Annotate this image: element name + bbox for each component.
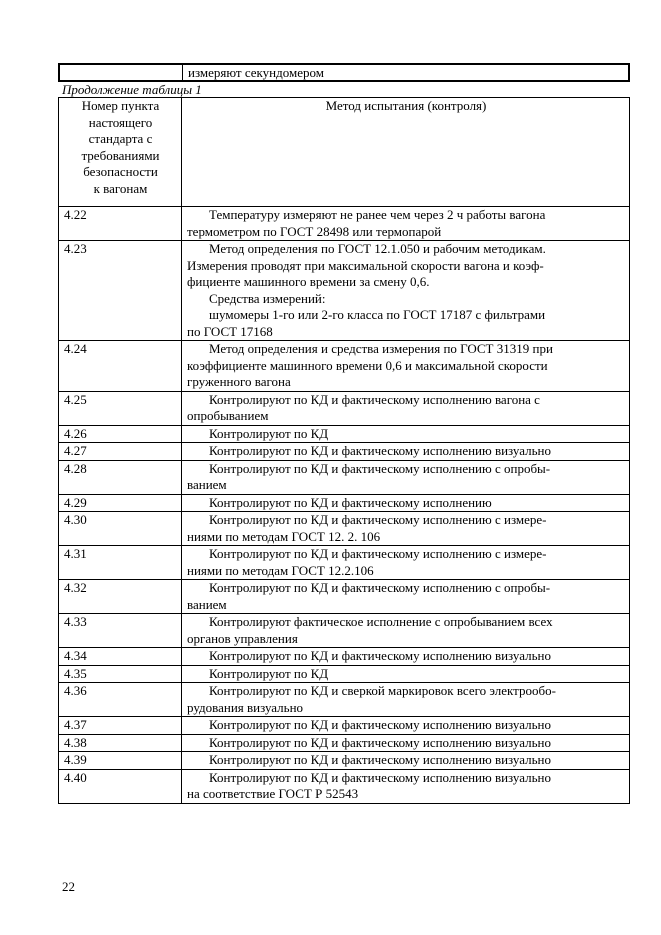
table-row [59,460,630,494]
page-number: 22 [62,879,75,894]
header-number-line: безопасности [83,164,158,179]
table-row [59,580,630,614]
method-line: Метод определения по ГОСТ 12.1.050 и рабочим методикам. [209,241,546,256]
header-number-line: требованиями [81,147,160,163]
row-number-cell: 4.28 [59,460,182,494]
row-method-cell [182,512,630,546]
table-row [59,683,630,717]
table-row [59,241,630,341]
method-line: Контролируют по КД и фактическому исполнению визуально [209,769,552,785]
method-line: опробыванием [187,408,269,423]
method-line: Контролируют по КД и фактическому исполнению с опробы- [209,580,551,595]
row-number-cell: 4.25 [59,391,182,425]
row-method-cell [182,443,630,461]
table-row [59,734,630,752]
row-method-cell [182,734,630,752]
method-line: Контролируют по КД и фактическому исполнению визуально [209,443,552,458]
table-row [59,207,630,241]
table-row [59,391,630,425]
method-line: по ГОСТ 17168 [187,323,273,339]
row-method-cell [182,580,630,614]
table-row [59,64,629,81]
method-line: ванием [187,477,227,492]
row-method-cell [182,241,630,341]
header-number-line: стандарта с [88,131,153,146]
method-line: Контролируют по КД и фактическому исполнению визуально [209,648,552,663]
row-number-cell: 4.35 [59,665,182,683]
row-method-cell [182,546,630,580]
method-line: Контролируют по КД и фактическому исполнению вагона с [209,391,540,407]
row-number-cell: 4.24 [59,341,182,392]
method-line: Контролируют по КД и фактическому исполнению визуально [209,717,552,732]
method-line: Контролируют по КД [209,665,329,681]
method-line: ванием [187,596,227,612]
row-method-cell [182,207,630,241]
row-number-cell: 4.26 [59,425,182,443]
row-method-cell [182,648,630,666]
method-line: Контролируют по КД и фактическому исполнению с измере- [209,512,547,527]
table-row [59,341,630,392]
row-method-cell [182,391,630,425]
table-row [59,494,630,512]
method-line: ниями по методам ГОСТ 12.2.106 [187,562,374,578]
method-line: Контролируют по КД и фактическому исполнению [209,494,492,510]
row-number-cell: 4.34 [59,648,182,666]
table-row [59,769,630,803]
row-number-cell: 4.36 [59,683,182,717]
method-line: органов управления [187,630,298,646]
header-number-column [59,98,182,207]
row-method-cell [182,683,630,717]
method-line: ниями по методам ГОСТ 12. 2. 106 [187,528,381,544]
method-line: Контролируют по КД [209,425,329,441]
row-method-cell [182,769,630,803]
table-row [59,717,630,735]
table-row [59,443,630,461]
method-line: Контролируют по КД и фактическому исполнению визуально [209,734,552,750]
row-method-cell [182,341,630,392]
row-number-cell: 4.38 [59,734,182,752]
method-line: Контролируют по КД и фактическому исполнению визуально [209,752,552,767]
method-line: Измерения проводят при максимальной скорости вагона и коэф- [187,257,544,273]
header-number-line: настоящего [88,114,153,130]
table-row [59,546,630,580]
table-row [59,512,630,546]
row-number-cell: 4.33 [59,614,182,648]
method-line: шумомеры 1-го или 2-го класса по ГОСТ 17187 с фильтрами [209,307,546,322]
row-method-cell [182,425,630,443]
method-line: термометром по ГОСТ 28498 или термопарой [187,223,442,239]
row-number-cell: 4.29 [59,494,182,512]
header-number-line: Номер пункта [81,98,160,113]
table-row [59,648,630,666]
table-header-row [59,98,630,207]
row-method-cell [182,614,630,648]
row-number-cell: 4.37 [59,717,182,735]
method-line: груженного вагона [187,374,291,389]
row-method-cell [182,717,630,735]
method-line: Контролируют по КД и сверкой маркировок всего электрообо- [209,683,556,698]
row-method-cell [182,460,630,494]
table-caption: Продолжение таблицы 1 [62,82,202,97]
header-method-column: Метод испытания (контроля) [182,98,630,207]
methods-table [58,97,630,804]
row-number-cell: 4.23 [59,241,182,341]
table-row [59,665,630,683]
header-number-line: к вагонам [93,180,148,196]
method-line: Температуру измеряют не ранее чем через 2 ч работы вагона [209,207,546,222]
row-method-cell [182,752,630,770]
method-line: Средства измерений: [209,290,326,306]
method-line: Контролируют по КД и фактическому исполнению с измере- [209,546,547,561]
row-method-cell [182,494,630,512]
row-number-cell: 4.30 [59,512,182,546]
row-number-cell: 4.40 [59,769,182,803]
row-number-cell: 4.39 [59,752,182,770]
continuation-top-table [58,63,630,82]
method-line: Контролируют фактическое исполнение с опробыванием всех [209,614,553,629]
row-number-cell: 4.32 [59,580,182,614]
method-line: на соответствие ГОСТ Р 52543 [187,786,359,801]
method-line: фициенте машинного времени за смену 0,6. [187,274,430,289]
method-line: рудования визуально [187,699,304,715]
row-number-cell: 4.22 [59,207,182,241]
row-method-cell [182,665,630,683]
table-row [59,425,630,443]
top-row-method-cell: измеряют секундомером [183,64,630,81]
top-row-number-cell [59,64,183,81]
table-row [59,752,630,770]
row-number-cell: 4.31 [59,546,182,580]
method-line: Контролируют по КД и фактическому исполнению с опробы- [209,460,551,476]
table-row [59,614,630,648]
method-line: коэффициенте машинного времени 0,6 и максимальной скорости [187,357,548,373]
row-number-cell: 4.27 [59,443,182,461]
method-line: Метод определения и средства измерения по ГОСТ 31319 при [209,341,553,356]
